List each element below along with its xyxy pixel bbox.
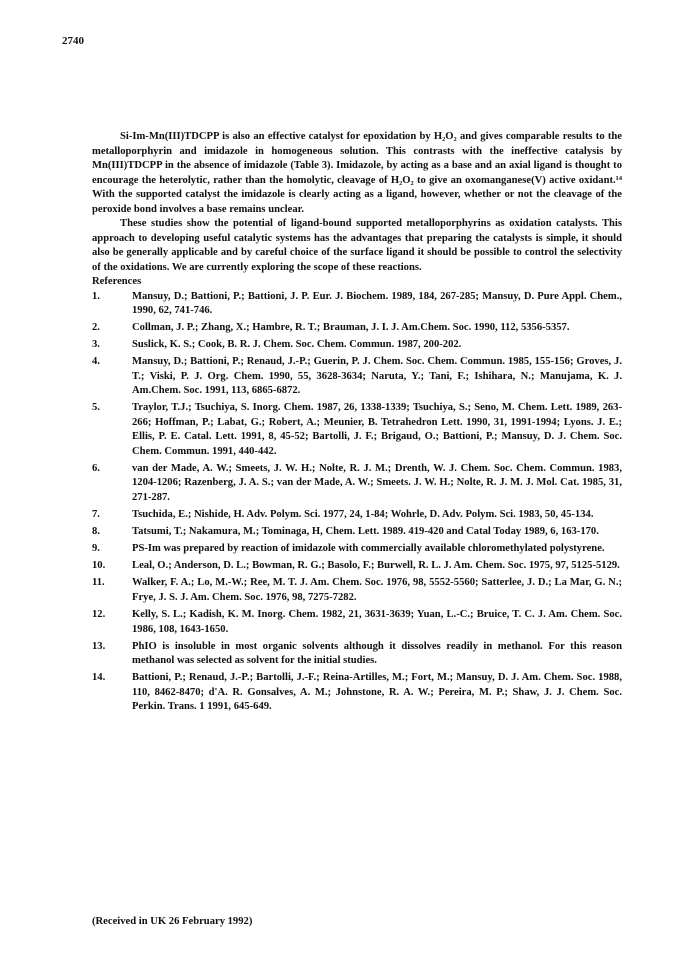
reference-item	[92, 542, 622, 557]
reference-text: PS-Im was prepared by reaction of imidazole with commercially available chloromethylated polystyrene.	[132, 543, 605, 555]
reference-number: 7.	[92, 509, 100, 521]
reference-number: 4.	[92, 356, 100, 368]
reference-text: Mansuy, D.; Battioni, P.; Battioni, J. P. Eur. J. Biochem. 1989, 184, 267-285; Mansuy, D. Pure Appl. Chem., 1990, 62, 741-746.	[132, 290, 622, 316]
reference-text: Collman, J. P.; Zhang, X.; Hambre, R. T.; Brauman, J. I. J. Am.Chem. Soc. 1990, 112, 5356-5357.	[132, 322, 570, 334]
reference-item	[92, 290, 622, 319]
reference-text: Traylor, T.J.; Tsuchiya, S. Inorg. Chem. 1987, 26, 1338-1339; Tsuchiya, S.; Seno, M. Chem. Lett. 1989, 263-266; Hoffman, P.; Labat, G.; Robert, A.; Meunier, B. Tetrahedron Lett. 1990, 31, 1991-1994; Lyons. J. E.; Ellis, P. E. Catal. Lett. 1991, 8, 45-52; Bartolli, J. F.; Brigaud, O.; Battioni, P.; Mansuy, D. J. Chem. Soc. Chem. Commun. 1991, 440-442.	[132, 402, 622, 457]
reference-item	[92, 338, 622, 353]
reference-item	[92, 462, 622, 506]
reference-item	[92, 559, 622, 574]
reference-item	[92, 608, 622, 637]
reference-item	[92, 525, 622, 540]
reference-item	[92, 508, 622, 523]
reference-number: 5.	[92, 402, 100, 414]
reference-text: PhIO is insoluble in most organic solvents although it dissolves readily in methanol. For this reason methanol was selected as solvent for the initial studies.	[132, 640, 622, 667]
reference-item	[92, 321, 622, 336]
reference-number: 1.	[92, 290, 100, 302]
reference-number: 12.	[92, 609, 106, 621]
reference-text: Tsuchida, E.; Nishide, H. Adv. Polym. Sci. 1977, 24, 1-84; Wohrle, D. Adv. Polym. Sci. 1983, 50, 45-134.	[132, 509, 594, 521]
reference-item	[92, 401, 622, 459]
reference-text: Walker, F. A.; Lo, M.-W.; Ree, M. T. J. Am. Chem. Soc. 1976, 98, 5552-5560; Satterlee, J. D.; La Mar, G. N.; Frye, J. S. J. Am. Chem. Soc. 1976, 98, 7275-7282.	[132, 577, 622, 603]
article-body	[92, 130, 622, 717]
reference-number: 2.	[92, 322, 100, 334]
reference-text: Tatsumi, T.; Nakamura, M.; Tominaga, H, Chem. Lett. 1989. 419-420 and Catal Today 1989, 6, 163-170.	[132, 526, 599, 538]
page-number: 2740	[62, 35, 84, 47]
reference-text: van der Made, A. W.; Smeets, J. W. H.; Nolte, R. J. M.; Drenth, W. J. Chem. Soc. Chem. Commun. 1983, 1204-1206; Razenberg, J. A. S.; van der Made, A. W.; Smeets. J. W. H.; Nolte, R. J. M. J. Mol. Cat. 1985, 31, 271-287.	[132, 462, 622, 503]
reference-text: Mansuy, D.; Battioni, P.; Renaud, J.-P.; Guerin, P. J. Chem. Soc. Chem. Commun. 1985, 155-156; Groves, J. T.; Viski, P. J. Org. Chem. 1990, 55, 3628-3634; Naruta, Y.; Tani, F.; Ishihara, N.; Manujama, K. J. Am.Chem. Soc. 1991, 113, 6865-6872.	[132, 356, 622, 397]
reference-number: 9.	[92, 543, 100, 555]
reference-list	[92, 290, 622, 715]
reference-text: Battioni, P.; Renaud, J.-P.; Bartolli, J.-F.; Reina-Artilles, M.; Fort, M.; Mansuy, D. J. Am. Chem. Soc. 1988, 110, 8462-8470; d'A. R. Gonsalves, A. M.; Johnstone, R. A. W.; Pereira, M. P.; Shaw, J. J. Chem. Soc. Perkin. Trans. 1 1991, 645-649.	[132, 672, 622, 713]
references-heading: References	[92, 276, 142, 287]
reference-number: 8.	[92, 526, 100, 538]
reference-number: 14.	[92, 672, 106, 684]
reference-text: Leal, O.; Anderson, D. L.; Bowman, R. G.; Basolo, F.; Burwell, R. L. J. Am. Chem. Soc. 1975, 97, 5125-5129.	[132, 560, 620, 572]
reference-item	[92, 671, 622, 715]
reference-text: Kelly, S. L.; Kadish, K. M. Inorg. Chem. 1982, 21, 3631-3639; Yuan, L.-C.; Bruice, T. C. J. Am. Chem. Soc. 1986, 108, 1643-1650.	[132, 609, 622, 635]
reference-text: Suslick, K. S.; Cook, B. R. J. Chem. Soc. Chem. Commun. 1987, 200-202.	[132, 339, 462, 351]
reference-number: 3.	[92, 339, 100, 351]
paragraph: Si-Im-Mn(III)TDCPP is also an effective catalyst for epoxidation by H₂O₂ and gives comparable results to the metalloporphyrin and imidazole in homogeneous solution. This contrasts with the ineffective catalysis by Mn(III)TDCPP in the absence of imidazole (Table 3). Imidazole, by acting as a base and an axial ligand is thought to encourage the heterolytic, rather than the homolytic, cleavage of H₂O₂ to give an oxomanganese(V) active oxidant.¹⁴ With the supported catalyst the imidazole is clearly acting as a ligand, however, whether or not the cleavage of the peroxide bond involves a base remains unclear.	[92, 131, 622, 215]
reference-item	[92, 640, 622, 669]
received-date: (Received in UK 26 February 1992)	[92, 916, 253, 927]
reference-item	[92, 355, 622, 399]
reference-number: 10.	[92, 560, 106, 572]
reference-item	[92, 576, 622, 605]
reference-number: 13.	[92, 640, 106, 652]
paragraph: These studies show the potential of ligand-bound supported metalloporphyrins as oxidation catalysts. This approach to developing useful catalytic systems has the advantages that preparing the catalysts is simple, it should also be generally applicable and by careful choice of the surface ligand it should be possible to control the selectivity of the oxidations. We are currently exploring the scope of these reactions.	[92, 218, 622, 273]
reference-number: 11.	[92, 577, 105, 589]
reference-number: 6.	[92, 462, 100, 474]
